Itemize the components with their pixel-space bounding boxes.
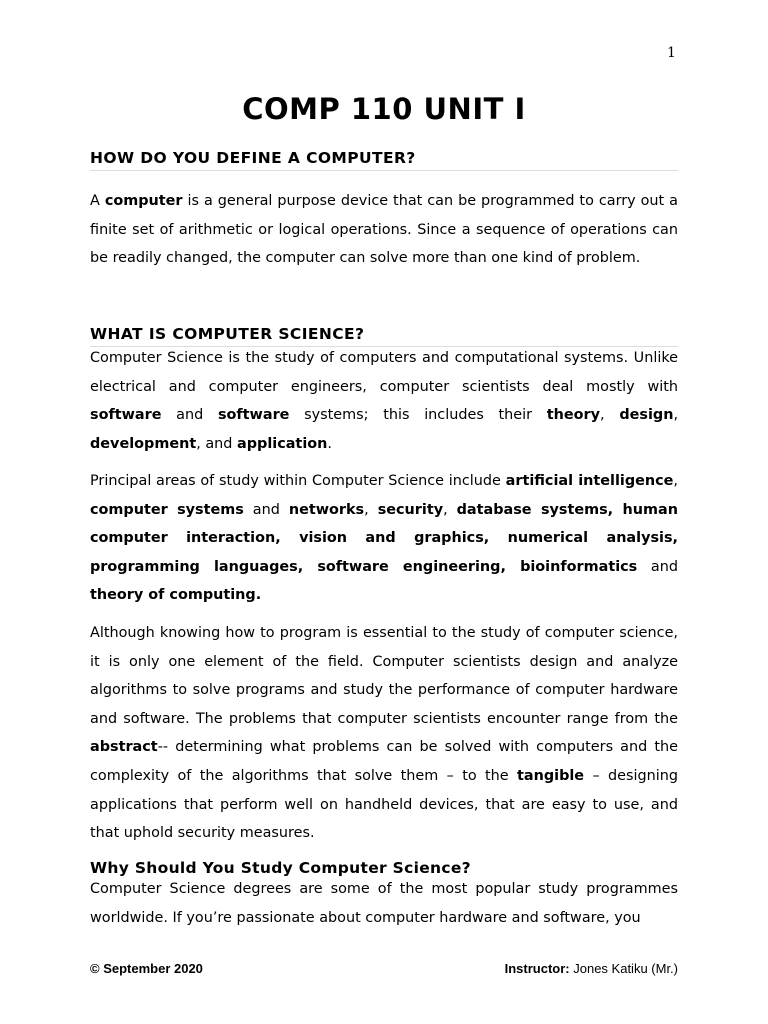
paragraph-cs-programming: Although knowing how to program is essential to the study of computer science, it is only one element of the field. Computer scientists design and analyze algorithms to solve programs and study the performance of computer hardware and software. The problems that computer scientists encounter range from the abstract-- determining what problems can be solved with computers and the complexity of the algorithms that solve them – to the tangible – designing applications that perform well on handheld devices, that are easy to use, and that uphold security measures. [90, 625, 678, 842]
section-heading-computer-science: WHAT IS COMPUTER SCIENCE? [90, 325, 678, 347]
paragraph-define-computer: A computer is a general purpose device that can be programmed to carry out a finite set of arithmetic or logical operations. Since a sequence of operations can be readily changed, the computer can solve more than one kind of problem. [90, 193, 678, 267]
footer-copyright: © September 2020 [90, 961, 203, 976]
section-heading-why-study: Why Should You Study Computer Science? [90, 859, 471, 877]
paragraph-cs-areas: Principal areas of study within Computer Science include artificial intelligence, computer systems and networks, security, database systems, human computer interaction, vision and graphics, numerical analysis, programming languages, software engineering, bioinformatics and theory of computing. [90, 473, 678, 604]
page-number: 1 [667, 45, 676, 61]
page-title: COMP 110 UNIT I [242, 92, 526, 126]
paragraph-why-study: Computer Science degrees are some of the most popular study programmes worldwide. If you’re passionate about computer hardware and software, you [90, 881, 678, 926]
section-heading-define-computer: HOW DO YOU DEFINE A COMPUTER? [90, 149, 678, 171]
footer-instructor: Instructor: Jones Katiku (Mr.) [504, 961, 678, 976]
paragraph-cs-definition: Computer Science is the study of computers and computational systems. Unlike electrical and computer engineers, computer scientists deal mostly with software and software systems; this includes their theory, design, development, and application. [90, 350, 679, 452]
